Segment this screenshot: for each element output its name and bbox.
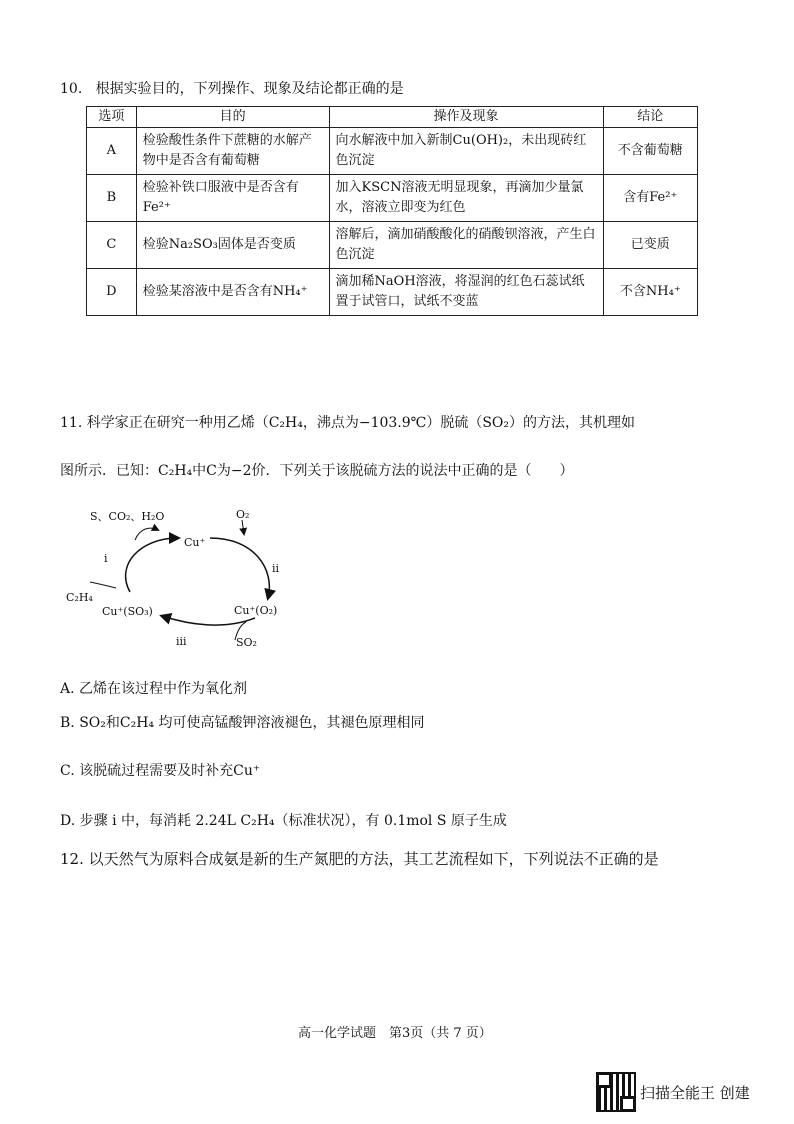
qr-code	[596, 1072, 636, 1112]
mechanism-diagram	[60, 500, 310, 660]
q11-line2: 图所示．已知：C₂H₄中C为−2价．下列关于该脱硫方法的说法中正确的是（ ）	[60, 463, 574, 479]
label-cu: Cu⁺	[184, 536, 206, 549]
scanner-watermark: 扫描全能王 创建	[640, 1084, 750, 1102]
label-step-iii: iii	[176, 635, 187, 648]
arc-step-iii	[162, 616, 255, 625]
q11-option-a: A. 乙烯在该过程中作为氧化剂	[60, 681, 248, 697]
row-operation: 溶解后，滴加硝酸酸化的硝酸钡溶液，产生白色沉淀	[329, 222, 603, 269]
arc-step-ii	[210, 538, 269, 598]
table-row	[87, 222, 698, 269]
label-step-ii: ii	[272, 562, 280, 575]
table-row	[87, 128, 698, 175]
row-option: B	[87, 175, 137, 222]
header-operation: 操作及现象	[329, 107, 603, 128]
table-row	[87, 175, 698, 222]
row-option: A	[87, 128, 137, 175]
row-option: C	[87, 222, 137, 269]
arrow-c2h4-in	[90, 582, 116, 588]
q11-line1: 11. 科学家正在研究一种用乙烯（C₂H₄，沸点为−103.9℃）脱硫（SO₂）的方法，其机理如	[60, 415, 636, 431]
label-o2: O₂	[236, 508, 250, 521]
table-row	[87, 269, 698, 316]
q12-stem: 12. 以天然气为原料合成氨是新的生产氮肥的方法，其工艺流程如下，下列说法不正确的是	[60, 850, 659, 868]
row-conclusion: 不含葡萄糖	[603, 128, 697, 175]
q10-table	[86, 106, 698, 316]
row-operation: 加入KSCN溶液无明显现象，再滴加少量氯水，溶液立即变为红色	[329, 175, 603, 222]
q10-table-header	[87, 107, 698, 128]
q11-option-c: C. 该脱硫过程需要及时补充Cu⁺	[60, 763, 261, 779]
arc-step-i	[126, 538, 178, 592]
row-purpose: 检验某溶液中是否含有NH₄⁺	[136, 269, 329, 316]
label-products: S、CO₂、H₂O	[90, 510, 165, 523]
row-conclusion: 已变质	[603, 222, 697, 269]
q10-number: 10.	[60, 81, 83, 97]
label-cu-so3: Cu⁺(SO₃)	[102, 605, 153, 618]
header-conclusion: 结论	[603, 107, 697, 128]
row-operation: 滴加稀NaOH溶液，将湿润的红色石蕊试纸置于试管口，试纸不变蓝	[329, 269, 603, 316]
label-cu-o2: Cu⁺(O₂)	[234, 604, 278, 617]
row-purpose: 检验Na₂SO₃固体是否变质	[136, 222, 329, 269]
header-option: 选项	[87, 107, 137, 128]
q11-option-b: B. SO₂和C₂H₄ 均可使高锰酸钾溶液褪色，其褪色原理相同	[60, 715, 425, 731]
arrow-products-out	[135, 528, 158, 540]
q10-stem	[60, 78, 404, 98]
row-purpose: 检验补铁口服液中是否含有Fe²⁺	[136, 175, 329, 222]
q11-option-d: D. 步骤 i 中，每消耗 2.24L C₂H₄（标准状况），有 0.1mol S 原子生成	[60, 813, 507, 829]
row-option: D	[87, 269, 137, 316]
row-purpose: 检验酸性条件下蔗糖的水解产物中是否含有葡萄糖	[136, 128, 329, 175]
row-conclusion: 含有Fe²⁺	[603, 175, 697, 222]
label-step-i: i	[104, 552, 108, 565]
label-c2h4: C₂H₄	[66, 591, 93, 604]
row-operation: 向水解液中加入新制Cu(OH)₂，未出现砖红色沉淀	[329, 128, 603, 175]
row-conclusion: 不含NH₄⁺	[603, 269, 697, 316]
arrow-o2-in	[242, 520, 244, 534]
label-so2: SO₂	[236, 636, 257, 649]
header-purpose: 目的	[136, 107, 329, 128]
page-footer: 高一化学试题 第3页（共 7 页）	[298, 1026, 492, 1041]
q10-text: 根据实验目的，下列操作、现象及结论都正确的是	[95, 81, 404, 97]
